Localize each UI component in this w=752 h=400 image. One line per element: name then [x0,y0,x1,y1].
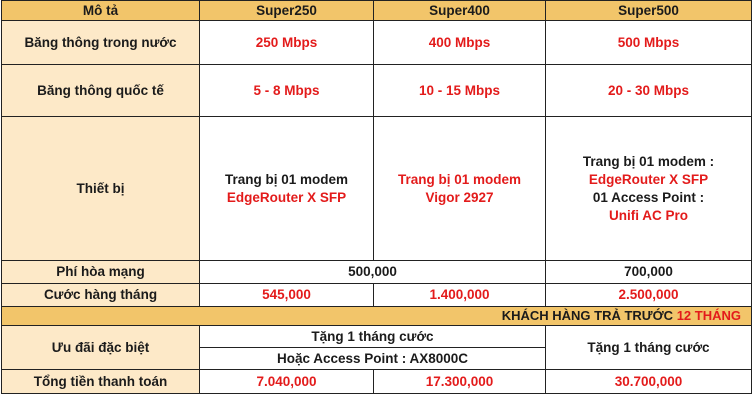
row-international-bandwidth [2,65,752,117]
monthly-super400: 1.400,000 [374,284,546,307]
total-super250: 7.040,000 [200,370,374,394]
label-device: Thiết bị [2,117,200,261]
total-super400: 17.300,000 [374,370,546,394]
header-plan-super400: Super400 [374,1,546,21]
device-super250-line1: Trang bị 01 modem [224,171,349,187]
row-monthly-fee [2,284,752,307]
device-super500-line4: Unifi AC Pro [609,207,688,223]
prepay-banner-text: KHÁCH HÀNG TRẢ TRƯỚC [501,308,674,323]
domestic-super250: 250 Mbps [200,21,374,65]
header-row [2,1,752,21]
prepay-banner-highlight: 12 THÁNG [676,308,741,323]
international-super250: 5 - 8 Mbps [200,65,374,117]
device-super400-line1: Trang bị 01 modem [397,171,522,187]
header-description: Mô tả [2,1,200,21]
promo-super500: Tặng 1 tháng cước [546,326,752,370]
row-device [2,117,752,261]
device-super500-line2: EdgeRouter X SFP [588,171,709,187]
domestic-super400: 400 Mbps [374,21,546,65]
device-super400 [374,117,546,261]
device-super500-line1: Trang bị 01 modem : [582,153,715,169]
monthly-super250: 545,000 [200,284,374,307]
setup-fee-super500: 700,000 [546,261,752,284]
promo-super250-400-line2: Hoặc Access Point : AX8000C [200,348,546,370]
monthly-super500: 2.500,000 [546,284,752,307]
header-plan-super250: Super250 [200,1,374,21]
promo-super250-400-line1: Tặng 1 tháng cước [200,326,546,348]
prepay-banner-row [2,307,752,326]
label-setup-fee: Phí hòa mạng [2,261,200,284]
domestic-super500: 500 Mbps [546,21,752,65]
label-monthly-fee: Cước hàng tháng [2,284,200,307]
device-super250-line2: EdgeRouter X SFP [226,189,347,205]
setup-fee-super250-400: 500,000 [200,261,546,284]
label-domestic-bandwidth: Băng thông trong nước [2,21,200,65]
total-super500: 30.700,000 [546,370,752,394]
label-international-bandwidth: Băng thông quốc tế [2,65,200,117]
row-total [2,370,752,394]
device-super250 [200,117,374,261]
device-super500 [546,117,752,261]
header-plan-super500: Super500 [546,1,752,21]
row-setup-fee [2,261,752,284]
label-promo: Ưu đãi đặc biệt [2,326,200,370]
international-super400: 10 - 15 Mbps [374,65,546,117]
device-super500-line3: 01 Access Point : [592,189,705,205]
international-super500: 20 - 30 Mbps [546,65,752,117]
prepay-banner [2,307,752,326]
pricing-table [1,0,752,394]
label-total: Tổng tiền thanh toán [2,370,200,394]
device-super400-line2: Vigor 2927 [425,189,494,205]
row-promo-1 [2,326,752,348]
row-domestic-bandwidth [2,21,752,65]
